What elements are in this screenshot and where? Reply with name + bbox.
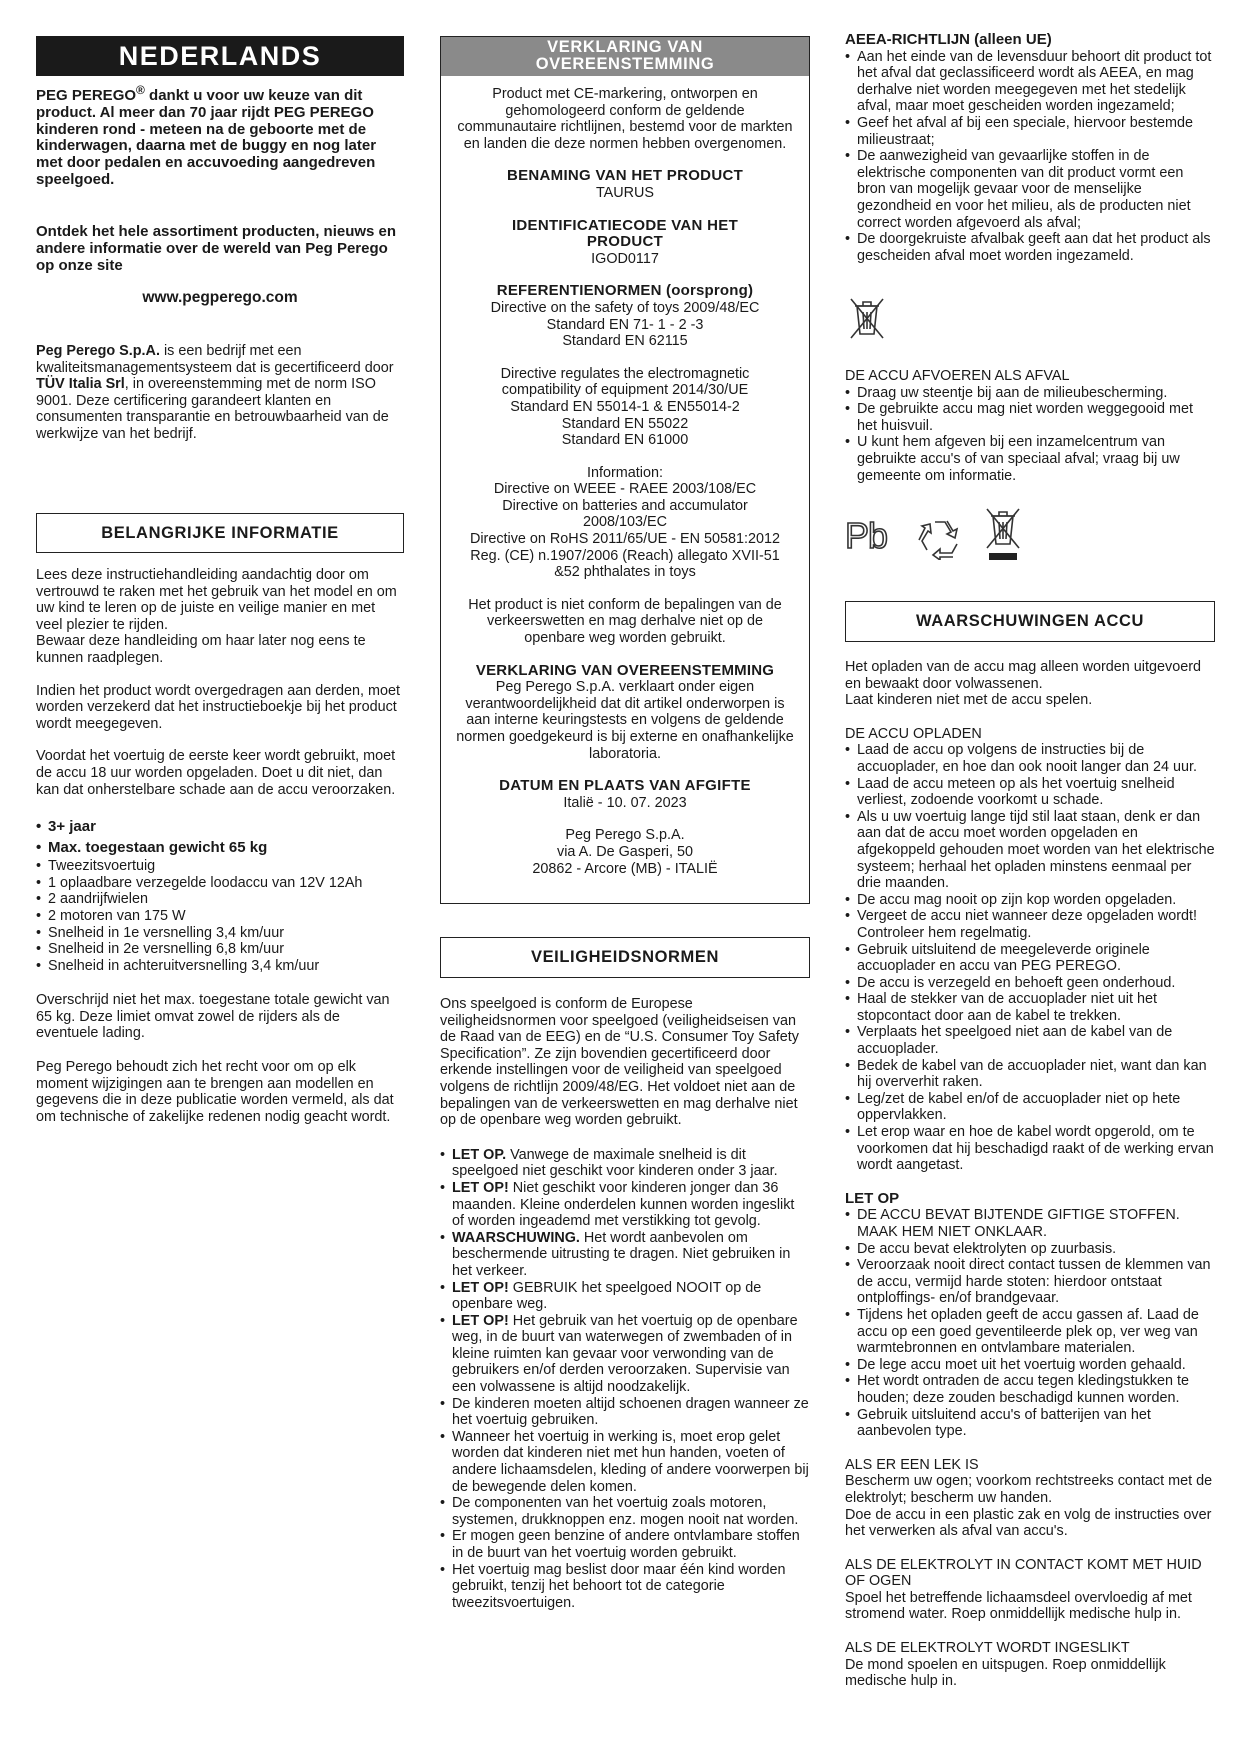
ref-line: Standard EN 61000 [561, 432, 689, 449]
weee-section [845, 32, 1215, 264]
charge-item: • Gebruik uitsluitend de meegeleverde originele accuoplader en accu van PEG PEREGO. [845, 942, 1215, 975]
language-title-bar: NEDERLANDS [36, 36, 404, 76]
charge-item: • Verplaats het speelgoed niet aan de kabel van de accuoplader. [845, 1024, 1215, 1057]
spec-max-weight: • Max. toegestaan gewicht 65 kg [36, 837, 404, 858]
intro-text [36, 83, 404, 189]
leak-text: Bescherm uw ogen; voorkom rechtstreeks contact met de elektrolyt; bescherm uw handen. [845, 1473, 1213, 1506]
disposal-title: DE ACCU AFVOEREN ALS AFVAL [845, 368, 1070, 384]
charge-item: • Vergeet de accu niet wanneer deze opgeladen wordt! Controleer hem regelmatig. [845, 908, 1215, 941]
rights-paragraph: Peg Perego behoudt zich het recht voor om op elk moment wijzigingen aan te brengen aan modellen en gegevens die in deze publicatie worden vermeld, als dat om technische of zakelijke redenen nodig geacht wordt. [36, 1059, 394, 1125]
warning-text: Vanwege de maximale snelheid is dit speelgoed niet geschikt voor kinderen onder 3 jaar. [452, 1146, 778, 1180]
caution-title: LET OP [845, 1189, 900, 1207]
first-charge-paragraph: Voordat het voertuig de eerste keer wordt gebruikt, moet de accu 18 uur worden opgeladen. Doet u dit niet, dan kan dat onherstelbare schade aan de accu veroorzaken. [36, 748, 396, 798]
recycle-icon [917, 516, 963, 560]
declaration-label: VERKLARING VAN OVEREENSTEMMING [475, 661, 775, 679]
crossed-bin-icon [983, 506, 1023, 564]
max-weight-paragraph: Overschrijd niet het max. toegestane totale gewicht van 65 kg. Deze limiet omvat zowel de rijders als de eventuele lading. [36, 992, 390, 1042]
transfer-paragraph: Indien het product wordt overgedragen aan derden, moet worden verzekerd dat het instructieboekje bij het product wordt meegegeven. [36, 682, 401, 732]
ref-line: Directive on WEEE - RAEE 2003/108/EC [493, 481, 757, 498]
important-info-body [36, 567, 404, 1125]
declaration-title-bar: VERKLARING VAN OVEREENSTEMMING [441, 37, 809, 76]
caution-item: • Tijdens het opladen geeft de accu gassen af. Laad de accu op een goed geventileerde plek op, ver weg van warmtebronnen en ontvlambare materialen. [845, 1307, 1215, 1357]
safety-text: Ons speelgoed is conform de Europese veiligheidsnormen voor speelgoed (veiligheidseisen van de Raad van de EEG) en de “U.S. Consumer Toy Safety Specification”. Ze zijn bovendien gecertificeerd door erkende instellingen voor de veiligheid van speelgoed volgens de richtlijn 2009/48/EG. Het voldoet niet aan de bepalingen van de verkeerswetten en mag derhalve niet op de openbare weg worden gebruikt. [440, 996, 799, 1129]
warning-item [440, 1562, 810, 1612]
spec-item: • 2 motoren van 175 W [36, 908, 404, 925]
ref-line: Directive regulates the electromagnetic [500, 365, 750, 382]
address-line: Peg Perego S.p.A. [565, 827, 685, 844]
battery-intro-2: Laat kinderen niet met de accu spelen. [845, 692, 1093, 709]
caution-item: • De accu bevat elektrolyten op zuurbasis. [845, 1241, 1215, 1258]
declaration-text: Peg Perego S.p.A. verklaart onder eigen verantwoordelijkheid dat dit artikel onderworpen is aan interne keuringstests en volgens de geldende normen goedgekeurd is bij externe en onafhankelijke laboratoria. [456, 679, 794, 762]
ref-line: Standard EN 55022 [561, 415, 689, 432]
warning-text: Het wordt aanbevolen om beschermende uitrusting te dragen. Niet gebruiken in het verkeer. [452, 1229, 791, 1279]
lead-pb-icon: Pb [845, 515, 888, 556]
safety-body [440, 996, 810, 1611]
warning-label: LET OP! [452, 1279, 509, 1296]
caution-item: • De lege accu moet uit het voertuig worden gehaald. [845, 1357, 1215, 1374]
warning-text: Er mogen geen benzine of andere ontvlambare stoffen in de buurt van het voertuig worden gebruikt. [452, 1528, 800, 1561]
warning-label: LET OP. [452, 1146, 507, 1163]
warning-item [440, 1280, 810, 1313]
charge-item: • Als u uw voertuig lange tijd stil laat staan, denk er dan aan dat de accu moet worden opgeladen en afgekoppeld gehouden moet worden van het elektrische systeem; herhaal het opladen minstens eenmaal per drie maanden. [845, 809, 1215, 892]
spec-item: • Snelheid in 1e versnelling 3,4 km/uur [36, 925, 404, 942]
caution-item: • DE ACCU BEVAT BIJTENDE GIFTIGE STOFFEN. MAAK HEM NIET ONKLAAR. [845, 1207, 1215, 1240]
issue-date: Italië - 10. 07. 2023 [563, 794, 687, 811]
warning-item [440, 1396, 810, 1429]
declaration-body [441, 76, 809, 877]
charge-list [845, 742, 1215, 1173]
weee-item: • De aanwezigheid van gevaarlijke stoffen in de elektrische componenten van dit product vormt een bron van mogelijk gevaar voor de menselijke gezondheid en voor het milieu, als de producten niet correct worden afgevoerd als afval; [845, 148, 1215, 231]
charge-item: • De accu mag nooit op zijn kop worden opgeladen. [845, 892, 1215, 909]
warning-label: LET OP! [452, 1312, 509, 1329]
safety-norms-heading: VEILIGHEIDSNORMEN [440, 937, 810, 978]
charge-item: • Leg/zet de kabel en/of de accuoplader niet op hete oppervlakken. [845, 1091, 1215, 1124]
warning-item [440, 1180, 810, 1230]
ref-line: compatibility of equipment 2014/30/UE [501, 382, 749, 399]
warning-item [440, 1313, 810, 1396]
ref-line: Reg. (CE) n.1907/2006 (Reach) allegato XVII-51 [470, 547, 780, 564]
crossed-bin-icon [847, 296, 887, 342]
warning-text: De componenten van het voertuig zoals motoren, systemen, drukknoppen enz. mogen nooit nat worden. [452, 1495, 799, 1528]
spec-item: • Snelheid in 2e versnelling 6,8 km/uur [36, 941, 404, 958]
caution-list [845, 1207, 1215, 1439]
battery-intro: Het opladen van de accu mag alleen worden uitgevoerd en bewaakt door volwassenen. [845, 659, 1202, 692]
warning-text: GEBRUIK het speelgoed NOOIT op de openbare weg. [452, 1279, 762, 1313]
spec-age: • 3+ jaar [36, 816, 404, 837]
swallow-text: De mond spoelen en uitspugen. Roep onmiddellijk medische hulp in. [845, 1656, 1166, 1690]
spec-item: • Tweezitsvoertuig [36, 858, 404, 875]
swallow-title: ALS DE ELEKTROLYT WORDT INGESLIKT [845, 1640, 1130, 1657]
battery-warnings-body [845, 659, 1215, 1690]
disposal-list [845, 385, 1215, 485]
weee-title: AEEA-RICHTLIJN (alleen UE) [845, 31, 1052, 48]
ref-line: Directive on the safety of toys 2009/48/EC [490, 299, 760, 316]
disposal-item: • Draag uw steentje bij aan de milieubescherming. [845, 385, 1215, 402]
instructions-paragraph: Lees deze instructiehandleiding aandachtig door om vertrouwd te raken met het gebruik van het model en om uw kind te leren op de juiste en veilige manier en met veel plezier te rijden. [36, 567, 397, 633]
charge-item: • Let erop waar en hoe de kabel wordt opgerold, om te voorkomen dat hij beschadigd raakt of de werking ervan wordt aangetast. [845, 1124, 1215, 1174]
ref-line: &52 phthalates in toys [554, 564, 696, 581]
warning-item [440, 1495, 810, 1528]
battery-disposal-section [845, 368, 1215, 484]
warning-text: Het voertuig mag beslist door maar één kind worden gebruikt, tenzij het behoort tot de categorie tweezitsvoertuigen. [452, 1561, 786, 1611]
leak-title: ALS ER EEN LEK IS [845, 1456, 979, 1473]
ref-line: Standard EN 71- 1 - 2 -3 [546, 316, 704, 333]
warning-text: Het gebruik van het voertuig op de openbare weg, in de buurt van waterwegen of zwembaden of in kleine ruimten kan gevaar voor verwonding van de gebruikers en/of derden veroorzaken. Supervisie van een volwassene is altijd noodzakelijk. [452, 1312, 798, 1396]
discover-text: Ontdek het hele assortiment producten, nieuws en andere informatie over de wereld van Peg Perego op onze site [36, 223, 397, 274]
skin-eyes-title: ALS DE ELEKTROLYT IN CONTACT KOMT MET HUID OF OGEN [845, 1556, 1202, 1590]
not-conform-text: Het product is niet conform de bepalingen van de verkeerswetten en mag derhalve niet op de openbare weg worden gebruikt. [468, 596, 782, 647]
ref-line: Directive on RoHS 2011/65/UE - EN 50581:2012 [469, 531, 781, 548]
leak-text-2: Doe de accu in een plastic zak en volg de instructies over het verwerken als afval van accu's. [845, 1506, 1212, 1540]
keep-manual-paragraph: Bewaar deze handleiding om haar later nog eens te kunnen raadplegen. [36, 633, 366, 666]
declaration-frame [440, 36, 810, 904]
caution-item: • Het wordt ontraden de accu tegen kledingstukken te houden; deze zouden beschadigd kunnen worden. [845, 1373, 1215, 1406]
charge-item: • Bedek de kabel van de accuoplader niet, want dan kan hij oververhit raken. [845, 1058, 1215, 1091]
warning-item [440, 1147, 810, 1180]
spec-item: • Snelheid in achteruitversnelling 3,4 km/uur [36, 958, 404, 975]
disposal-item: • De gebruikte accu mag niet worden weggegooid met het huisvuil. [845, 401, 1215, 434]
weee-list [845, 49, 1215, 265]
certifier-name: TÜV Italia Srl [36, 376, 125, 393]
battery-symbols [845, 506, 1045, 566]
charge-item: • Laad de accu meteen op als het voertuig snelheid verliest, zodoende voorkomt u schade. [845, 776, 1215, 809]
skin-eyes-text: Spoel het betreffende lichaamsdeel overvloedig af met stromend water. Roep onmiddellijk medische hulp in. [845, 1589, 1192, 1623]
intro-content: PEG PEREGO® dankt u voor uw keuze van dit product. Al meer dan 70 jaar rijdt PEG PEREGO kinderen rond - meteen na de geboorte met de kinderwagen, daarna met de buggy en nog later met door pedalen en accuvoeding aangedreven speelgoed. [36, 83, 377, 188]
disposal-item: • U kunt hem afgeven bij een inzamelcentrum van gebruikte accu's of van speciaal afval; vraag bij uw gemeente om informatie. [845, 434, 1215, 484]
warning-label: LET OP! [452, 1179, 509, 1196]
company-name: Peg Perego S.p.A. [36, 343, 160, 359]
website-link[interactable]: www.pegperego.com [142, 289, 298, 306]
warning-item [440, 1528, 810, 1561]
address-line: via A. De Gasperi, 50 [557, 843, 693, 860]
ref-line: 2008/103/EC [582, 514, 667, 531]
spec-item: • 2 aandrijfwielen [36, 891, 404, 908]
product-name-label: BENAMING VAN HET PRODUCT [506, 167, 744, 185]
address-line: 20862 - Arcore (MB) - ITALIË [532, 860, 718, 877]
caution-item: • Gebruik uitsluitend accu's of batterijen van het aanbevolen type. [845, 1407, 1215, 1440]
registered-mark: ® [136, 83, 145, 97]
ref-line: Standard EN 55014-1 & EN55014-2 [510, 398, 740, 415]
company-text-2: , in overeenstemming met de norm ISO 9001. Deze certificering garandeert klanten en consumenten transparantie en betrouwbaarheid van de werkwijze van het bedrijf. [36, 376, 389, 442]
company-paragraph [36, 343, 404, 443]
battery-warnings-heading: WAARSCHUWINGEN ACCU [845, 601, 1215, 642]
charge-item: • Laad de accu op volgens de instructies bij de accuoplader, en hoe dan ook nooit langer dan 24 uur. [845, 742, 1215, 775]
date-place-label: DATUM EN PLAATS VAN AFGIFTE [499, 777, 751, 795]
id-code-label: IDENTIFICATIECODE VAN HET PRODUCT [511, 216, 739, 251]
warning-text: Wanneer het voertuig in werking is, moet erop gelet worden dat kinderen niet met hun handen, voeten of andere lichaamsdelen, kleding of andere voorwerpen bij de bewegende delen komen. [452, 1428, 809, 1495]
weee-item: • Geef het afval af bij een speciale, hiervoor bestemde milieustraat; [845, 115, 1215, 148]
product-name: TAURUS [595, 184, 655, 201]
charge-item: • De accu is verzegeld en behoeft geen onderhoud. [845, 975, 1215, 992]
weee-item: • Aan het einde van de levensduur behoort dit product tot het afval dat geclassificeerd wordt als AEEA, en mag derhalve niet worden meegegeven met het stedelijk afval, maar moet gescheiden worden ingezameld; [845, 49, 1215, 115]
warning-text: De kinderen moeten altijd schoenen dragen wanneer ze het voertuig gebruiken. [452, 1395, 809, 1429]
warning-item [440, 1230, 810, 1280]
safety-warning-list [440, 1147, 810, 1612]
warning-item [440, 1429, 810, 1495]
spec-item: • 1 oplaadbare verzegelde loodaccu van 12V 12Ah [36, 875, 404, 892]
company-text-1: is een bedrijf met een kwaliteitsmanagementsysteem dat is gecertificeerd door [36, 343, 394, 376]
ref-line: Directive on batteries and accumulator [502, 497, 748, 514]
id-code: IGOD0117 [591, 250, 659, 267]
spec-list [36, 816, 404, 974]
caution-item: • Veroorzaak nooit direct contact tussen de klemmen van de accu, vermijd harde stoten: hierdoor ontstaat ontploffings- en/of brandgevaar. [845, 1257, 1215, 1307]
reference-norms-label: REFERENTIENORMEN (oorsprong) [496, 282, 754, 300]
ce-text: Product met CE-markering, ontworpen en gehomologeerd conform de geldende communautaire richtlijnen, bestemd voor de markten en landen die deze normen hebben overgenomen. [457, 86, 793, 152]
charge-title: DE ACCU OPLADEN [845, 725, 982, 742]
important-info-heading: BELANGRIJKE INFORMATIE [36, 513, 404, 553]
ref-line: Standard EN 62115 [562, 333, 688, 350]
weee-item: • De doorgekruiste afvalbak geeft aan dat het product als gescheiden afval moet worden ingezameld. [845, 231, 1215, 264]
warning-label: WAARSCHUWING. [452, 1229, 580, 1246]
charge-item: • Haal de stekker van de accuoplader niet uit het stopcontact door aan de kabel te trekken. [845, 991, 1215, 1024]
warning-text: Niet geschikt voor kinderen jonger dan 36 maanden. Kleine onderdelen kunnen worden ingeslikt of worden ingeademd met verstikking tot gevolg. [452, 1179, 795, 1230]
ref-line: Information: [587, 464, 663, 481]
